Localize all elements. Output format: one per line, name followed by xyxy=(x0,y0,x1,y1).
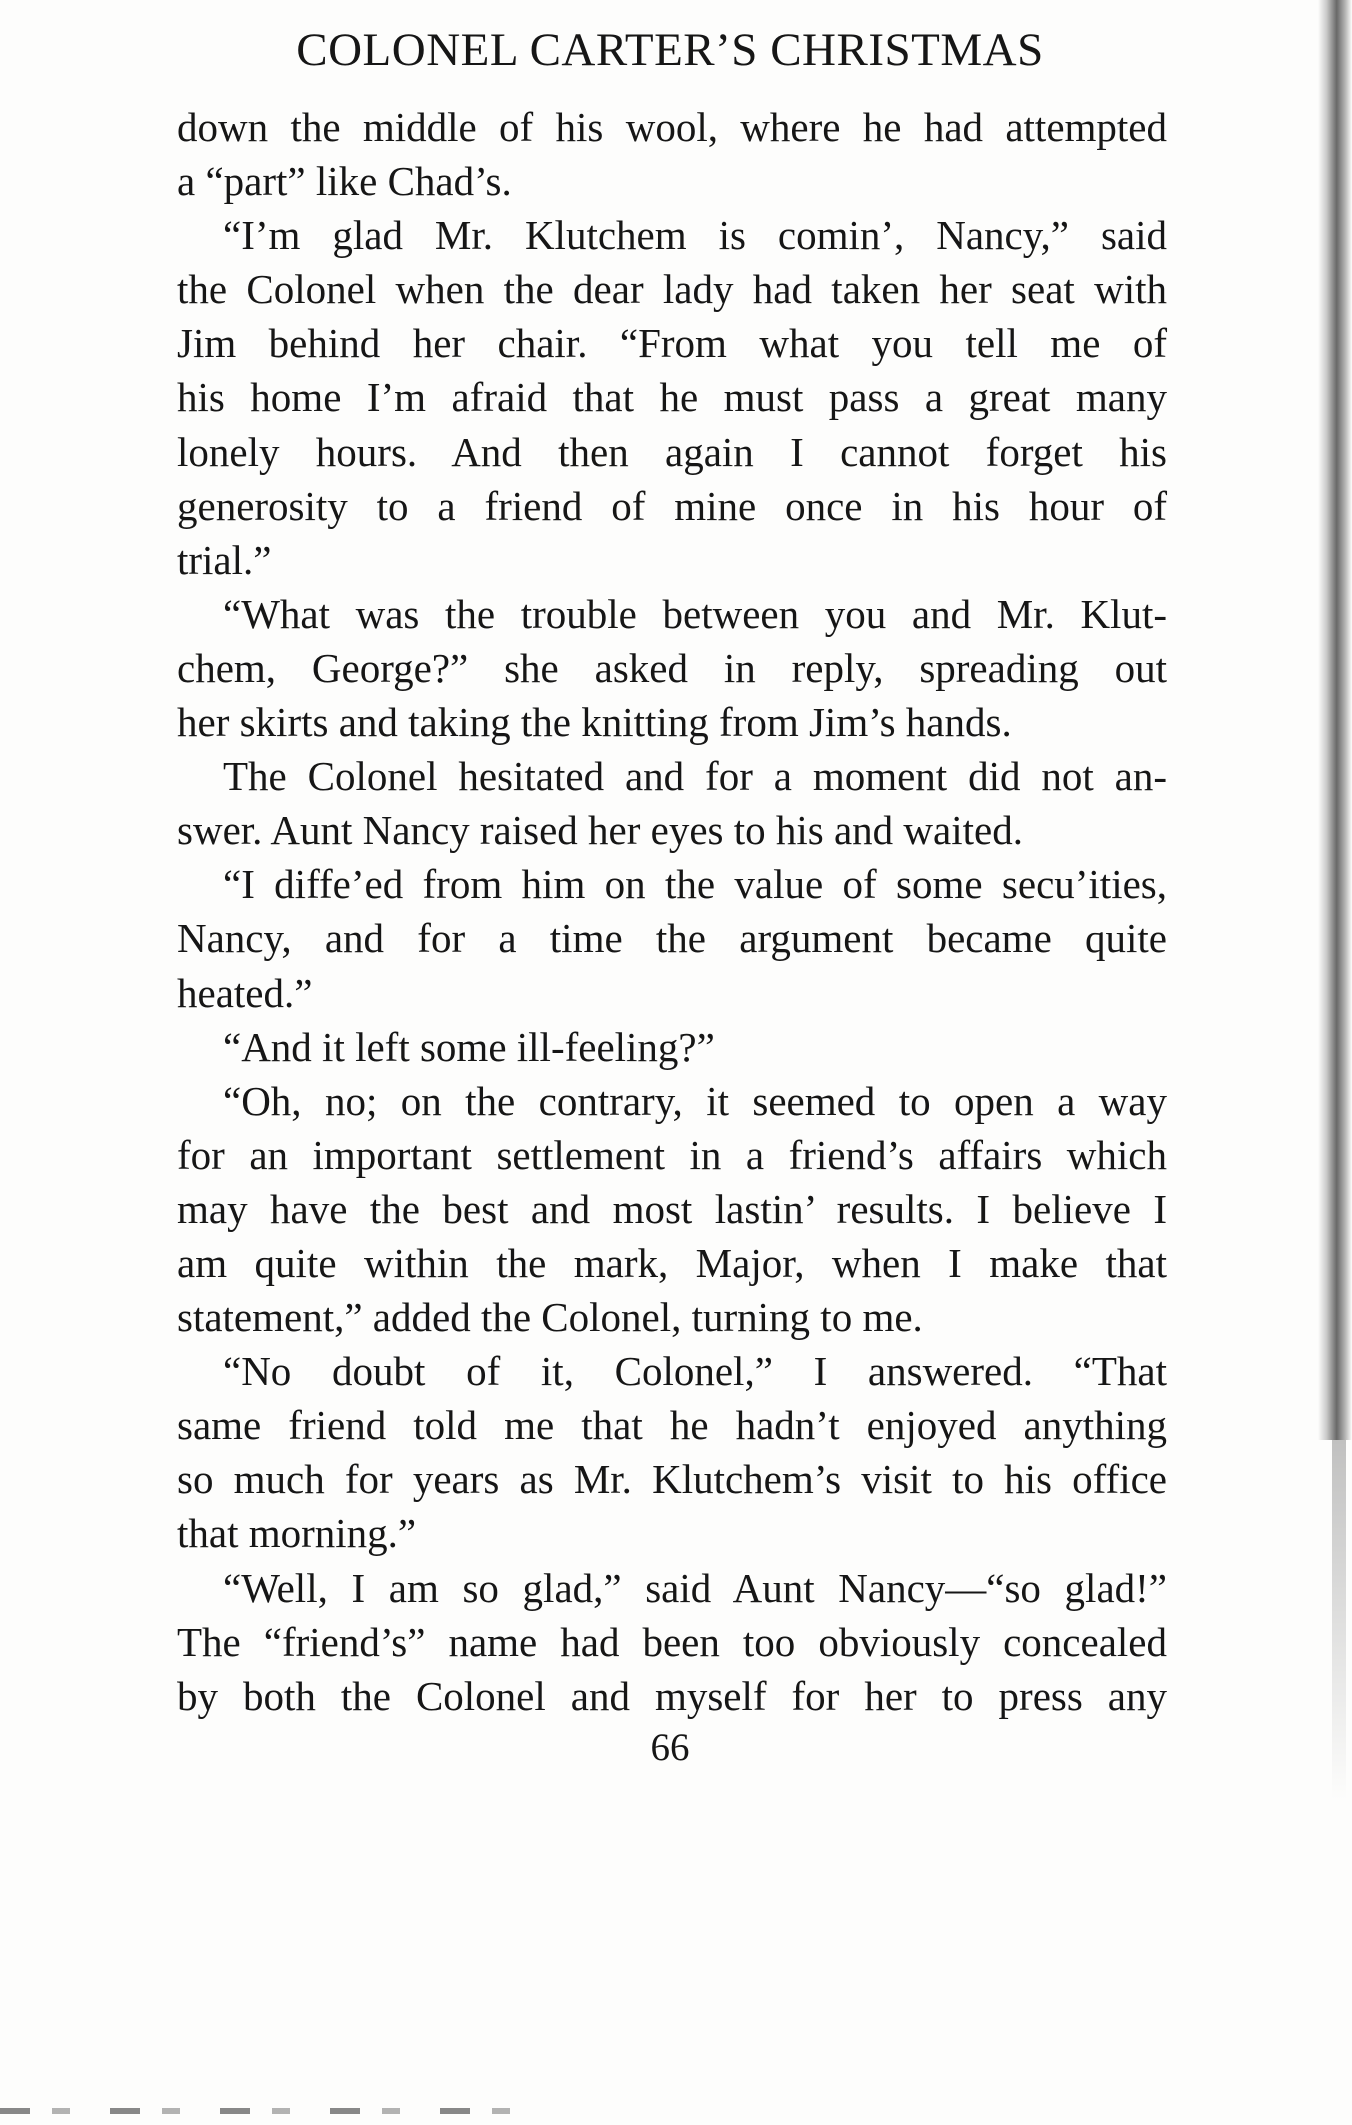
text-line: “No doubt of it, Colonel,” I answered. “That xyxy=(223,1348,1167,1395)
text-line: The “friend’s” name had been too obviously concealed xyxy=(177,1618,1167,1665)
text-line: Nancy, and for a time the argument became quite xyxy=(177,915,1167,962)
text-line: down the middle of his wool, where he had attempted xyxy=(177,104,1167,150)
text-line: a “part” like Chad’s. xyxy=(177,158,512,205)
text-line: trial.” xyxy=(177,536,272,583)
text-line: “Oh, no; on the contrary, it seemed to open a way xyxy=(223,1077,1167,1124)
text-line: The Colonel hesitated and for a moment did not an- xyxy=(223,753,1167,800)
text-line: “What was the trouble between you and Mr. Klut- xyxy=(223,590,1167,637)
text-line: “And it left some ill-feeling?” xyxy=(223,1023,715,1070)
page-number: 66 xyxy=(650,1726,690,1769)
text-line: statement,” added the Colonel, turning to me. xyxy=(177,1294,923,1341)
running-head: COLONEL CARTER’S CHRISTMAS xyxy=(296,24,1044,76)
text-line: the Colonel when the dear lady had taken her seat with xyxy=(177,266,1167,313)
text-line: that morning.” xyxy=(177,1510,417,1557)
text-line: am quite within the mark, Major, when I make that xyxy=(177,1239,1167,1286)
scan-binding-shadow-lower xyxy=(1332,1440,1346,1800)
text-line: so much for years as Mr. Klutchem’s visit to his office xyxy=(177,1456,1167,1503)
text-line: may have the best and most lastin’ results. I believe I xyxy=(177,1185,1167,1232)
body-text xyxy=(177,100,1167,1723)
text-line: her skirts and taking the knitting from Jim’s hands. xyxy=(177,699,1012,746)
scan-binding-shadow xyxy=(1318,0,1352,1440)
text-line: swer. Aunt Nancy raised her eyes to his and waited. xyxy=(177,807,1023,854)
text-line: “I’m glad Mr. Klutchem is comin’, Nancy,” said xyxy=(223,212,1167,259)
text-line: same friend told me that he hadn’t enjoyed anything xyxy=(177,1402,1167,1449)
text-line: his home I’m afraid that he must pass a great many xyxy=(177,374,1167,421)
text-line: generosity to a friend of mine once in his hour of xyxy=(177,482,1167,529)
text-line: chem, George?” she asked in reply, spreading out xyxy=(177,644,1167,691)
text-line: “Well, I am so glad,” said Aunt Nancy—“so glad!” xyxy=(223,1564,1167,1611)
text-line: Jim behind her chair. “From what you tell me of xyxy=(177,320,1167,367)
text-line: lonely hours. And then again I cannot forget his xyxy=(177,428,1167,475)
scan-bottom-marks xyxy=(0,2108,520,2114)
text-line: by both the Colonel and myself for her to press any xyxy=(177,1672,1167,1719)
text-line: “I diffe’ed from him on the value of some secu’ities, xyxy=(223,861,1167,908)
text-line: heated.” xyxy=(177,969,313,1016)
text-line: for an important settlement in a friend’s affairs which xyxy=(177,1131,1167,1178)
